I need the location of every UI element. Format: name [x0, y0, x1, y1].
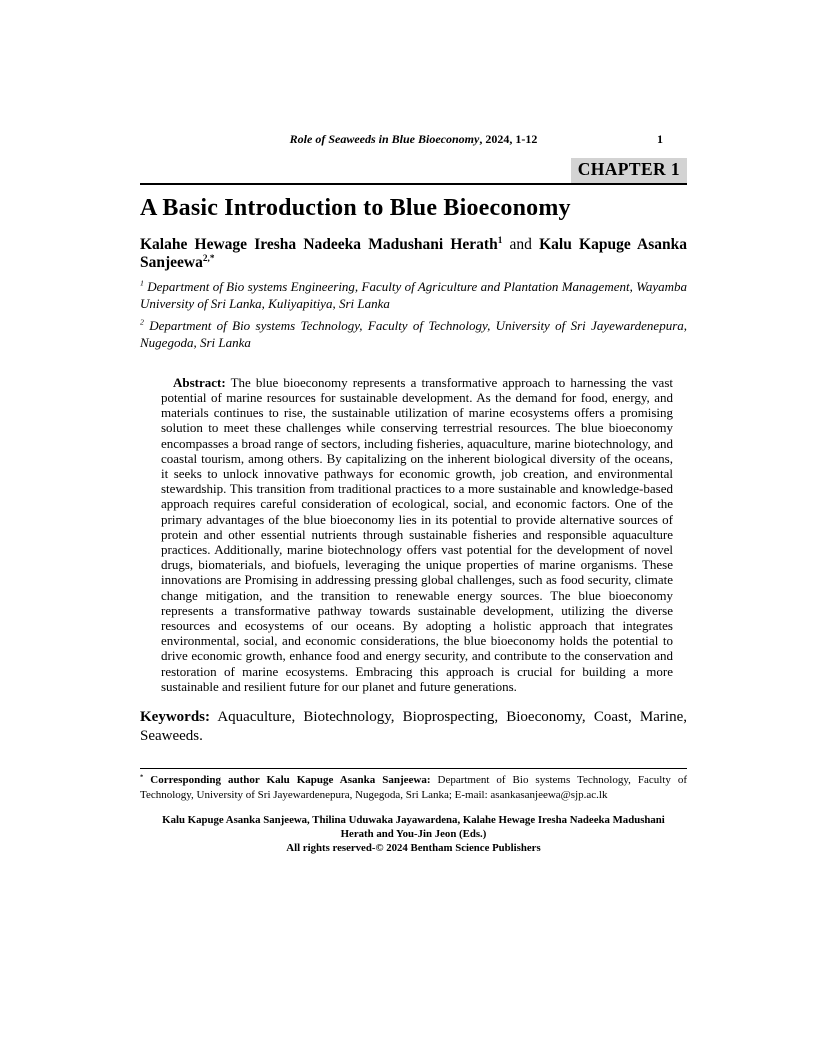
abstract-text: The blue bioeconomy represents a transformative approach to harnessing the vast potential of marine resources for sustainable development. As the demand for food, energy, and materials continues to rise, the sustainable utilization of marine ecosystems offers a promising solution to meet these challenges while conserving terrestrial resources. The blue bioeconomy encompasses a broad range of sectors, including fisheries, aquaculture, marine biotechnology, and coastal tourism, among others. By capitalizing on the inherent biological diversity of the oceans, it seeks to unlock innovative pathways for economic growth, job creation, and environmental stewardship. This transition from traditional practices to a more sustainable and knowledge-based approach requires careful consideration of ecological, social, and economic factors. One of the primary advantages of the blue bioeconomy lies in its potential to provide alternative sources of protein and other essential nutrients through sustainable fisheries and responsible aquaculture practices. Additionally, marine biotechnology offers vast potential for the development of novel drugs, biomaterials, and biofuels, leveraging the unique properties of marine organisms. These innovations are Promising in addressing pressing global challenges, such as food security, climate change mitigation, and the transition to renewable energy sources. The blue bioeconomy represents a transformative pathway towards sustainable development, utilizing the diverse resources and ecosystems of our oceans. By adopting a holistic approach that integrates environmental, social, and economic considerations, the blue bioeconomy holds the potential to drive economic growth, enhance food and energy security, and contribute to the conservation and restoration of marine ecosystems. Embracing this approach is crucial for building a more sustainable and resilient future for our planet and future generations. [161, 374, 673, 694]
imprint-editors-line-1: Kalu Kapuge Asanka Sanjeewa, Thilina Uduwaka Jayawardena, Kalahe Hewage Iresha Nadeeka Madushani [162, 814, 665, 827]
chapter-badge: CHAPTER 1 [571, 158, 687, 183]
author-2-name: Kalu Kapuge Asanka Sanjeewa [140, 235, 687, 271]
abstract-paragraph [161, 375, 673, 694]
author-1-name: Kalahe Hewage Iresha Nadeeka Madushani Herath [140, 235, 498, 253]
affiliation-1-marker: 1 [140, 278, 144, 288]
chapter-rule [140, 158, 687, 185]
authors-connector: and [502, 235, 540, 253]
footnote-lead: Corresponding author Kalu Kapuge Asanka Sanjeewa: [150, 774, 431, 787]
footnote-text: Department of Bio systems Technology, Faculty of Technology, University of Sri Jayewardenepura, Nugegoda, Sri Lanka; E-mail: asankasanjeewa@sjp.ac.lk [140, 774, 687, 801]
affiliation-2-marker: 2 [140, 318, 144, 328]
affiliation-1 [140, 279, 687, 312]
authors-line [140, 236, 687, 271]
imprint-block [140, 813, 687, 855]
abstract-label: Abstract: [173, 374, 226, 390]
keywords-paragraph [140, 708, 687, 746]
author-1-affiliation-marker: 1 [497, 235, 503, 246]
page-content [140, 0, 687, 855]
keywords-label: Keywords: [140, 708, 210, 725]
author-2-affiliation-marker: 2,* [202, 253, 215, 264]
chapter-title: A Basic Introduction to Blue Bioeconomy [140, 194, 571, 221]
affiliation-1-text: Department of Bio systems Engineering, Faculty of Agriculture and Plantation Management, Wayamba University of Sri Lanka, Kuliyapitiya, Sri Lanka [140, 279, 687, 311]
imprint-editors-line-2: Herath and You-Jin Jeon (Eds.) [340, 828, 487, 841]
running-head-book-title: Role of Seaweeds in Blue Bioeconomy [289, 132, 480, 146]
footnote-asterisk: * [140, 773, 144, 781]
running-head-suffix: , 2024, 1-12 [479, 132, 538, 146]
affiliation-2 [140, 318, 687, 351]
page-number: 1 [657, 132, 663, 146]
imprint-rights: All rights reserved-© 2024 Bentham Science Publishers [286, 842, 541, 855]
running-head [140, 132, 687, 147]
affiliation-2-text: Department of Bio systems Technology, Faculty of Technology, University of Sri Jayewardenepura, Nugegoda, Sri Lanka [140, 318, 688, 351]
corresponding-author-note [140, 768, 687, 802]
keywords-text: Aquaculture, Biotechnology, Bioprospecting, Bioeconomy, Coast, Marine, Seaweeds. [140, 708, 687, 744]
